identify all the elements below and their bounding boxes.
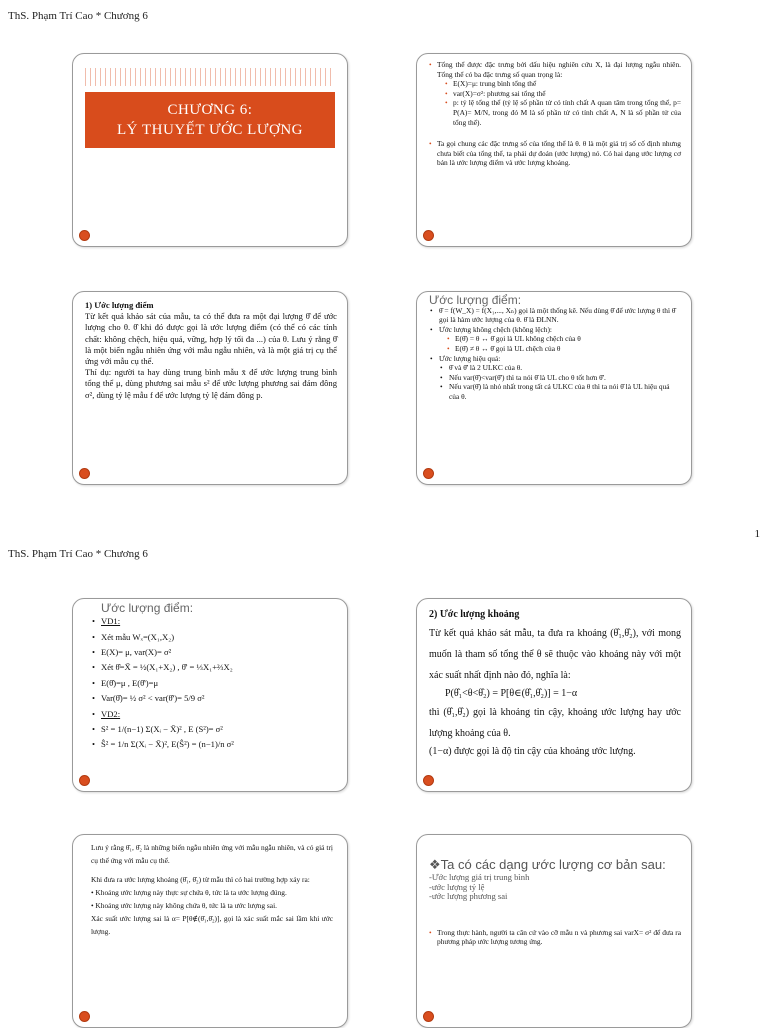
chapter-title: LÝ THUYẾT ƯỚC LƯỢNG <box>117 122 303 138</box>
list-item: • Xét mẫu Wₓ=(X₁,X₂) <box>101 630 337 645</box>
list-item: • p: tỷ lệ tổng thể (tỷ lệ số phần tử có tính chất A quan tâm trong tổng thể, p= P(A)= M/N, trong đó M là số phần tử có tính chất A, N là số phần tử của tổng thể). <box>453 98 681 127</box>
list-item: • VD1: <box>101 614 337 629</box>
list-item: • E(θ̂) ≠ θ ↔ θ̂ gọi là UL chệch của θ <box>455 344 681 354</box>
paragraph-example: Thí dụ: người ta hay dùng trung bình mẫu x̄ để ước lượng trung bình tổng thể μ, dùng phương sai mẫu s² để ước lượng phương sai đám đông σ², dùng tỷ lệ mẫu f để ước lượng tỷ lệ đám đông p. <box>85 367 337 400</box>
list-item: -ước lượng phương sai <box>429 891 508 902</box>
formula: P(θ̂₁<θ<θ̂₂) = P[θ∈(θ̂₁,θ̂₂)] = 1−α <box>445 688 578 699</box>
slide-bullet-icon <box>423 775 434 786</box>
list-item: • θ̂ = f(W_X) = f(X₁,..., Xₙ) gọi là một thống kê. Nếu dùng θ̂ để ước lượng θ thì θ̂ gọi là hàm ước lượng của θ. θ̂ là ĐLNN. <box>439 306 681 325</box>
slide-point-estimation <box>72 291 348 485</box>
list-item: • E(θ̂)=μ , E(θ̂')=μ <box>101 676 337 691</box>
list-item: • Var(θ̂)= ½ σ² < var(θ̂')= 5/9 σ² <box>101 691 337 706</box>
list-item: • Nếu var(θ̂) là nhỏ nhất trong tất cả ULKC của θ thì ta nói θ̂ là UL hiệu quả của θ. <box>449 382 681 401</box>
list-item: • E(X)= μ, var(X)= σ² <box>101 645 337 660</box>
list-item: • Nếu var(θ̂)<var(θ̂') thì ta nói θ̂ là UL cho θ tốt hơn θ̂'. <box>449 373 681 383</box>
slide-bullet-icon <box>423 468 434 479</box>
paragraph-case-correct: • Khoảng ước lượng này thực sự chứa θ, tức là ta ước lượng đúng. <box>91 888 287 897</box>
list-item: • θ̂ và θ̂' là 2 ULKC của θ. <box>449 363 681 373</box>
list-item: • Ước lượng hiệu quả: • θ̂ và θ̂' là 2 ULKC của θ. • Nếu var(θ̂)<var(θ̂') thì ta nói θ̂ là UL cho θ tốt hơn θ̂'. • Nếu var(θ̂) là nhỏ nhất trong tất cả ULKC của θ thì ta nói θ̂ là UL hiệu quả của θ. <box>439 354 681 402</box>
slide-title <box>72 53 348 247</box>
list-item: • var(X)=σ²: phương sai tổng thể <box>453 89 681 99</box>
paragraph-error-probability: Xác suất ước lượng sai là α= P[θ∉(θ̂₁,θ̂₂)], gọi là xác suất mắc sai lầm khi ước lượng. <box>91 914 333 936</box>
slide-heading: ❖Ta có các dạng ước lượng cơ bản sau: <box>429 857 666 872</box>
slide-heading: Ước lượng điểm: <box>101 601 194 615</box>
slide-bullet-icon <box>79 1011 90 1022</box>
paragraph-cases: Khi đưa ra ước lượng khoảng (θ̂₁, θ̂₂) từ mẫu thì có hai trường hợp xảy ra: <box>91 875 310 884</box>
sheet-header-2: ThS. Phạm Trí Cao * Chương 6 <box>8 548 148 560</box>
slide-bullet-icon <box>79 775 90 786</box>
paragraph-definition: Từ kết quả khảo sát mẫu, ta đưa ra khoảng (θ̂₁,θ̂₂), với mong muốn là tham số tổng thể θ sẽ thuộc vào khoảng này với một xác suất nhất định nào đó, nghĩa là: <box>429 628 681 681</box>
list-item: • E(X)=μ: trung bình tổng thể <box>453 79 681 89</box>
list-item: • Xét θ̂=X̄ = ½(X₁+X₂) , θ̂' = ⅓X₁+⅔X₂ <box>101 660 337 675</box>
page-number: 1 <box>754 528 760 540</box>
slide-interval-notes <box>72 834 348 1028</box>
slide-population-parameters <box>416 53 692 247</box>
slide-bullet-icon <box>79 468 90 479</box>
paragraph-case-wrong: • Khoảng ước lượng này không chứa θ, tức là ta ước lượng sai. <box>91 901 277 910</box>
list-item: -Ước lượng giá trị trung bình <box>429 872 530 882</box>
list-item: • S² = 1/(n−1) Σ(Xᵢ − X̄)² , E (S²)= σ² <box>101 722 337 737</box>
paragraph-population: • Tổng thể được đặc trưng bởi dấu hiệu nghiên cứu X, là đại lượng ngẫu nhiên. Tổng thể có ba đặc trưng số quan trọng là: • E(X)=μ: trung bình tổng thể • var(X)=σ²: phương sai tổng thể • p: tỷ lệ tổng thể (tỷ lệ số phần tử có tính chất A quan tâm trong tổng thể, p= P(A)= M/N, trong đó M là số phần tử có tính chất A, N là số phần tử của tổng thể). <box>437 60 681 127</box>
slide-bullet-icon <box>79 230 90 241</box>
paragraph-confidence-interval: thì (θ̂₁,θ̂₂) gọi là khoảng tin cậy, khoảng ước lượng hay ước lượng khoảng của θ. <box>429 707 681 739</box>
list-item: • VD2: <box>101 707 337 722</box>
slide-bullet-icon <box>423 230 434 241</box>
list-item: • Ước lượng không chệch (không lệch): • E(θ̂) = θ ↔ θ̂ gọi là UL không chệch của θ • E(θ̂) ≠ θ ↔ θ̂ gọi là UL chệch của θ <box>439 325 681 354</box>
slide-estimation-types <box>416 834 692 1028</box>
slide-heading: 1) Ước lượng điểm <box>85 300 154 310</box>
slide-examples <box>72 598 348 792</box>
paragraph-note: Lưu ý rằng θ̂₁, θ̂₂ là những biến ngẫu nhiên ứng với mẫu ngẫu nhiên, và có giá trị cụ thể ứng với mẫu cụ thể. <box>91 843 333 865</box>
paragraph-confidence-level: (1−α) được gọi là độ tin cậy của khoảng ước lượng. <box>429 746 636 757</box>
slide-interval-estimation <box>416 598 692 792</box>
slide-bullet-icon <box>423 1011 434 1022</box>
paragraph-theta: • Ta gọi chung các đặc trưng số của tổng thể là θ. θ là một giá trị số cố định nhưng chưa biết của tổng thể, ta phải dự đoán (ước lượng) nó. Có hai dạng ước lượng cơ bản là ước lượng điểm và ước lượng khoảng. <box>437 139 681 168</box>
slide-heading: Ước lượng điểm: <box>429 293 522 307</box>
paragraph-definition: Từ kết quả khảo sát của mẫu, ta có thể đưa ra một đại lượng θ̂ để ước lượng cho θ. θ̂ khi đó được gọi là ước lượng điểm (có thể có các tính chất: không chệch, hiệu quả, vững, hợp lý tối đa ...) của θ. Lưu ý rằng θ̂ là một biến ngẫu nhiên ứng với mẫu ngẫu nhiên, và là một giá trị cụ thể ứng với mẫu cụ thể. <box>85 311 337 367</box>
sheet-header-1: ThS. Phạm Trí Cao * Chương 6 <box>8 10 148 22</box>
chapter-number: CHƯƠNG 6: <box>167 102 253 118</box>
title-banner <box>85 92 335 148</box>
slide-point-estimation-properties <box>416 291 692 485</box>
list-item: • E(θ̂) = θ ↔ θ̂ gọi là UL không chệch của θ <box>455 334 681 344</box>
decorative-stripe <box>85 68 335 86</box>
paragraph-practice: • Trong thực hành, người ta căn cứ vào cỡ mẫu n và phương sai varX= σ² để đưa ra phương pháp ước lượng tương ứng. <box>437 928 681 947</box>
slide-heading: 2) Ước lượng khoảng <box>429 609 520 620</box>
list-item: -ước lượng tỷ lệ <box>429 881 485 892</box>
list-item: • Ŝ² = 1/n Σ(Xᵢ − X̄)², E(Ŝ²) = (n−1)/n σ² <box>101 737 337 752</box>
